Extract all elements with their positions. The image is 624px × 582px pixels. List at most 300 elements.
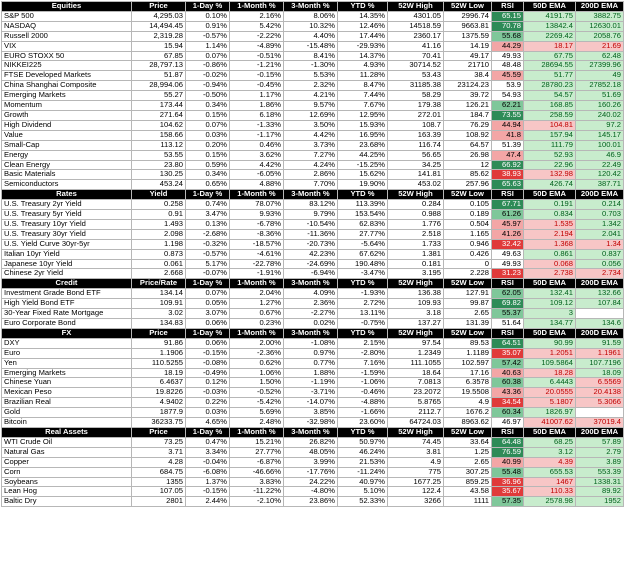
column-header-low52: 52W Low — [444, 427, 492, 437]
cell-day: -0.32% — [186, 239, 230, 249]
cell-rsi: 51.39 — [492, 140, 524, 150]
cell-high52: 108.7 — [388, 120, 444, 130]
cell-day: -0.03% — [186, 388, 230, 398]
cell-month1: -0.51% — [230, 51, 284, 61]
cell-name: NASDAQ — [2, 21, 132, 31]
cell-month1: 3.83% — [230, 477, 284, 487]
cell-high52: 116.74 — [388, 140, 444, 150]
cell-low52: 257.96 — [444, 180, 492, 190]
cell-ema200: 2.041 — [576, 229, 624, 239]
column-header-low52: 52W Low — [444, 279, 492, 289]
column-header-ytd: YTD % — [338, 427, 388, 437]
section-title: FX — [2, 328, 132, 338]
cell-high52: 272.01 — [388, 110, 444, 120]
column-header-ema200: 200D EMA — [576, 279, 624, 289]
column-header-month1: 1-Month % — [230, 328, 284, 338]
cell-ema200 — [576, 309, 624, 319]
cell-day: 4.65% — [186, 418, 230, 428]
cell-name: Baltic Dry — [2, 497, 132, 507]
column-header-ema50: 50D EMA — [524, 2, 576, 12]
cell-ema50: 90.99 — [524, 338, 576, 348]
table-row — [2, 467, 624, 477]
cell-ema50: 111.79 — [524, 140, 576, 150]
cell-ema50: 1.2051 — [524, 348, 576, 358]
table-row — [2, 91, 624, 101]
cell-month1: -1.21% — [230, 61, 284, 71]
cell-high52: 3.18 — [388, 309, 444, 319]
cell-ema200: 89.92 — [576, 487, 624, 497]
cell-high52: 3266 — [388, 497, 444, 507]
cell-month3: 8.06% — [284, 11, 338, 21]
cell-ytd: 11.28% — [338, 71, 388, 81]
cell-month1: 1.50% — [230, 378, 284, 388]
section-header-row — [2, 190, 624, 200]
cell-ytd: 40.97% — [338, 477, 388, 487]
table-row — [2, 477, 624, 487]
cell-high52: 0.284 — [388, 200, 444, 210]
cell-ytd: 4.93% — [338, 61, 388, 71]
cell-name: FTSE Developed Markets — [2, 71, 132, 81]
cell-ema200: 51.69 — [576, 91, 624, 101]
cell-ytd: 19.90% — [338, 180, 388, 190]
table-row — [2, 51, 624, 61]
column-header-rsi: RSI — [492, 2, 524, 12]
cell-low52: 76.29 — [444, 120, 492, 130]
column-header-price: Price/Rate — [132, 279, 186, 289]
cell-month1: -8.36% — [230, 229, 284, 239]
cell-day: 0.03% — [186, 130, 230, 140]
table-row — [2, 447, 624, 457]
cell-ytd: 7.16% — [338, 358, 388, 368]
column-header-day: 1-Day % — [186, 279, 230, 289]
section-header-row — [2, 328, 624, 338]
table-row — [2, 408, 624, 418]
cell-month1: 2.04% — [230, 289, 284, 299]
column-header-ema200: 200D EMA — [576, 328, 624, 338]
cell-low52: 1.1189 — [444, 348, 492, 358]
cell-ytd: 27.77% — [338, 229, 388, 239]
cell-low52: 1676.2 — [444, 408, 492, 418]
column-header-high52: 52W High — [388, 328, 444, 338]
cell-ytd: 67.62% — [338, 249, 388, 259]
cell-ema200: 91.59 — [576, 338, 624, 348]
cell-low52: 2.65 — [444, 457, 492, 467]
cell-price: 134.14 — [132, 289, 186, 299]
cell-month1: -22.78% — [230, 259, 284, 269]
cell-rsi: 65.15 — [492, 11, 524, 21]
cell-rsi: 76.59 — [492, 447, 524, 457]
cell-high52: 0.181 — [388, 259, 444, 269]
column-header-price: Price — [132, 2, 186, 12]
cell-rsi: 60.34 — [492, 408, 524, 418]
cell-day: 0.12% — [186, 378, 230, 388]
cell-rsi: 57.35 — [492, 497, 524, 507]
cell-day: 0.34% — [186, 170, 230, 180]
cell-name: Emerging Markets — [2, 91, 132, 101]
column-header-ytd: YTD % — [338, 190, 388, 200]
cell-month3: 0.77% — [284, 358, 338, 368]
table-row — [2, 140, 624, 150]
cell-low52: 2.65 — [444, 309, 492, 319]
cell-rsi: 35.67 — [492, 487, 524, 497]
cell-rsi: 57.42 — [492, 358, 524, 368]
table-row — [2, 61, 624, 71]
cell-month3: 3.99% — [284, 457, 338, 467]
cell-high52: 7.0813 — [388, 378, 444, 388]
section-title: Equities — [2, 2, 132, 12]
cell-month1: -6.05% — [230, 170, 284, 180]
cell-ema200: 160.26 — [576, 101, 624, 111]
cell-rsi: 69.82 — [492, 299, 524, 309]
cell-month3: 1.88% — [284, 368, 338, 378]
cell-month3: 4.42% — [284, 130, 338, 140]
cell-ytd: 2.15% — [338, 338, 388, 348]
column-header-price: Yield — [132, 190, 186, 200]
cell-day: -0.86% — [186, 61, 230, 71]
cell-ytd: 7.67% — [338, 101, 388, 111]
cell-high52: 111.1055 — [388, 358, 444, 368]
cell-month1: -0.15% — [230, 71, 284, 81]
cell-month3: 7.27% — [284, 150, 338, 160]
cell-day: 0.15% — [186, 150, 230, 160]
cell-month3: 2.32% — [284, 81, 338, 91]
cell-rsi: 45.59 — [492, 71, 524, 81]
cell-day: -0.04% — [186, 457, 230, 467]
cell-price: 4,295.03 — [132, 11, 186, 21]
cell-month1: -1.91% — [230, 269, 284, 279]
column-header-ema200: 200D EMA — [576, 190, 624, 200]
cell-ema200: 100.01 — [576, 140, 624, 150]
cell-price: 15.94 — [132, 41, 186, 51]
cell-ytd: 12.46% — [338, 21, 388, 31]
cell-day: 0.91% — [186, 21, 230, 31]
cell-rsi: 47.4 — [492, 150, 524, 160]
cell-ema50: 13842.4 — [524, 21, 576, 31]
cell-month1: -46.66% — [230, 467, 284, 477]
cell-name: VIX — [2, 41, 132, 51]
cell-month1: 1.27% — [230, 299, 284, 309]
cell-rsi: 66.92 — [492, 160, 524, 170]
cell-name: Value — [2, 130, 132, 140]
cell-low52: 0.105 — [444, 200, 492, 210]
section-header-row — [2, 279, 624, 289]
cell-month3: -1.08% — [284, 338, 338, 348]
cell-name: Copper — [2, 457, 132, 467]
cell-high52: 3.195 — [388, 269, 444, 279]
table-row — [2, 41, 624, 51]
cell-ytd: 62.83% — [338, 219, 388, 229]
cell-name: Momentum — [2, 101, 132, 111]
column-header-ytd: YTD % — [338, 279, 388, 289]
cell-price: 55.27 — [132, 91, 186, 101]
cell-high52: 53.43 — [388, 71, 444, 81]
cell-month1: -1.17% — [230, 130, 284, 140]
cell-day: 0.74% — [186, 200, 230, 210]
cell-low52: 12 — [444, 160, 492, 170]
cell-low52: 1.165 — [444, 229, 492, 239]
cell-ema50: 104.81 — [524, 120, 576, 130]
cell-ema200: 145.17 — [576, 130, 624, 140]
cell-price: 104.62 — [132, 120, 186, 130]
cell-ema200: 132.66 — [576, 289, 624, 299]
column-header-month3: 3-Month % — [284, 190, 338, 200]
cell-ema50: 2.194 — [524, 229, 576, 239]
cell-month1: -6.87% — [230, 457, 284, 467]
cell-rsi: 49.63 — [492, 249, 524, 259]
cell-ytd: -11.24% — [338, 467, 388, 477]
cell-price: 2801 — [132, 497, 186, 507]
table-row — [2, 200, 624, 210]
cell-ema50: 52.93 — [524, 150, 576, 160]
column-header-day: 1-Day % — [186, 427, 230, 437]
cell-price: 51.87 — [132, 71, 186, 81]
cell-month1: -2.22% — [230, 31, 284, 41]
cell-month3: 12.69% — [284, 110, 338, 120]
cell-ytd: 13.11% — [338, 309, 388, 319]
cell-high52: 58.29 — [388, 91, 444, 101]
cell-low52: 33.64 — [444, 437, 492, 447]
cell-price: 453.24 — [132, 180, 186, 190]
cell-ytd: -15.25% — [338, 160, 388, 170]
cell-name: Soybeans — [2, 477, 132, 487]
cell-month3: 2.36% — [284, 299, 338, 309]
cell-day: 0.10% — [186, 11, 230, 21]
cell-day: -0.15% — [186, 348, 230, 358]
cell-rsi: 41.8 — [492, 130, 524, 140]
cell-month3: 5.53% — [284, 71, 338, 81]
cell-rsi: 46.97 — [492, 418, 524, 428]
cell-high52: 23.2072 — [388, 388, 444, 398]
cell-ema200: 134.6 — [576, 319, 624, 329]
cell-day: 5.17% — [186, 259, 230, 269]
section-header-row — [2, 427, 624, 437]
cell-ema50: 1467 — [524, 477, 576, 487]
cell-rsi: 45.97 — [492, 219, 524, 229]
cell-price: 107.05 — [132, 487, 186, 497]
cell-price: 1877.9 — [132, 408, 186, 418]
cell-high52: 5.8765 — [388, 398, 444, 408]
cell-name: Russell 2000 — [2, 31, 132, 41]
cell-month3: -6.94% — [284, 269, 338, 279]
cell-month1: -11.22% — [230, 487, 284, 497]
cell-ytd: 7.44% — [338, 91, 388, 101]
cell-day: -0.07% — [186, 269, 230, 279]
cell-ema200: 1.1961 — [576, 348, 624, 358]
cell-day: 0.34% — [186, 101, 230, 111]
cell-price: 36233.75 — [132, 418, 186, 428]
cell-ema200: 2058.76 — [576, 31, 624, 41]
cell-month3: 4.40% — [284, 31, 338, 41]
cell-price: 2,319.28 — [132, 31, 186, 41]
cell-day: -0.08% — [186, 358, 230, 368]
cell-name: WTI Crude Oil — [2, 437, 132, 447]
cell-ytd: 8.47% — [338, 81, 388, 91]
cell-price: 1.1906 — [132, 348, 186, 358]
cell-ytd: 2.72% — [338, 299, 388, 309]
cell-low52: 1111 — [444, 497, 492, 507]
cell-ema200 — [576, 408, 624, 418]
cell-name: Gold — [2, 408, 132, 418]
cell-month3: 24.22% — [284, 477, 338, 487]
cell-day: 3.34% — [186, 447, 230, 457]
cell-rsi: 40.63 — [492, 368, 524, 378]
cell-price: 0.873 — [132, 249, 186, 259]
table-row — [2, 358, 624, 368]
cell-ema200: 0.056 — [576, 259, 624, 269]
cell-day: 0.07% — [186, 51, 230, 61]
cell-name: Mexican Peso — [2, 388, 132, 398]
cell-ytd: 44.25% — [338, 150, 388, 160]
cell-ema50: 0.861 — [524, 249, 576, 259]
cell-rsi: 54.93 — [492, 91, 524, 101]
table-row — [2, 101, 624, 111]
cell-month3: 26.82% — [284, 437, 338, 447]
cell-name: China Shanghai Composite — [2, 81, 132, 91]
section-title: Rates — [2, 190, 132, 200]
cell-month3: 4.24% — [284, 160, 338, 170]
cell-day: 3.07% — [186, 309, 230, 319]
cell-price: 4.9402 — [132, 398, 186, 408]
cell-day: 0.65% — [186, 180, 230, 190]
cell-day: 0.47% — [186, 437, 230, 447]
cell-low52: 1.25 — [444, 447, 492, 457]
cell-ema200: 0.837 — [576, 249, 624, 259]
cell-ema200: 21.69 — [576, 41, 624, 51]
cell-month3: 3.85% — [284, 408, 338, 418]
cell-ytd: 16.95% — [338, 130, 388, 140]
cell-low52: 9663.81 — [444, 21, 492, 31]
market-dashboard-table — [1, 1, 624, 507]
cell-ema50: 109.5864 — [524, 358, 576, 368]
table-row — [2, 398, 624, 408]
cell-month1: -0.52% — [230, 388, 284, 398]
cell-high52: 109.93 — [388, 299, 444, 309]
cell-ytd: -2.80% — [338, 348, 388, 358]
cell-month3: 10.32% — [284, 21, 338, 31]
cell-day: -0.57% — [186, 31, 230, 41]
cell-month3: -24.69% — [284, 259, 338, 269]
column-header-ema200: 200D EMA — [576, 2, 624, 12]
cell-rsi: 61.26 — [492, 210, 524, 220]
cell-ytd: -1.59% — [338, 368, 388, 378]
column-header-rsi: RSI — [492, 279, 524, 289]
cell-high52: 1.776 — [388, 219, 444, 229]
cell-price: 4.28 — [132, 457, 186, 467]
column-header-ytd: YTD % — [338, 328, 388, 338]
cell-ytd: 153.54% — [338, 210, 388, 220]
cell-rsi: 67.71 — [492, 200, 524, 210]
cell-month3: 4.21% — [284, 91, 338, 101]
table-row — [2, 368, 624, 378]
cell-ema200: 46.9 — [576, 150, 624, 160]
cell-high52: 453.02 — [388, 180, 444, 190]
column-header-ema50: 50D EMA — [524, 190, 576, 200]
cell-day: 0.59% — [186, 160, 230, 170]
cell-ytd: 23.68% — [338, 140, 388, 150]
column-header-month3: 3-Month % — [284, 427, 338, 437]
column-header-high52: 52W High — [388, 2, 444, 12]
cell-high52: 1.381 — [388, 249, 444, 259]
cell-month1: 0.23% — [230, 319, 284, 329]
cell-price: 173.44 — [132, 101, 186, 111]
cell-price: 0.91 — [132, 210, 186, 220]
cell-month1: -2.10% — [230, 497, 284, 507]
table-row — [2, 259, 624, 269]
cell-high52: 2360.17 — [388, 31, 444, 41]
cell-name: S&P 500 — [2, 11, 132, 21]
cell-price: 1.493 — [132, 219, 186, 229]
cell-high52: 14518.59 — [388, 21, 444, 31]
cell-rsi: 32.42 — [492, 239, 524, 249]
cell-ema200: 1952 — [576, 497, 624, 507]
table-row — [2, 239, 624, 249]
cell-low52: 0.189 — [444, 210, 492, 220]
cell-rsi: 62.05 — [492, 289, 524, 299]
table-row — [2, 219, 624, 229]
cell-ema50: 0.191 — [524, 200, 576, 210]
cell-month1: 0.46% — [230, 140, 284, 150]
cell-ema200: 27852.18 — [576, 81, 624, 91]
cell-day: 0.05% — [186, 299, 230, 309]
cell-day: -0.50% — [186, 91, 230, 101]
cell-name: Corn — [2, 467, 132, 477]
cell-name: Italian 10yr Yield — [2, 249, 132, 259]
column-header-month1: 1-Month % — [230, 2, 284, 12]
cell-ema200: 0.703 — [576, 210, 624, 220]
cell-low52: 102.597 — [444, 358, 492, 368]
cell-low52: 99.87 — [444, 299, 492, 309]
table-row — [2, 457, 624, 467]
cell-price: 67.85 — [132, 51, 186, 61]
cell-ema200: 22.49 — [576, 160, 624, 170]
cell-rsi: 64.51 — [492, 338, 524, 348]
cell-ema200: 120.42 — [576, 170, 624, 180]
cell-rsi: 51.64 — [492, 319, 524, 329]
cell-month1: 4.88% — [230, 180, 284, 190]
table-row — [2, 319, 624, 329]
cell-name: EURO STOXX 50 — [2, 51, 132, 61]
cell-rsi: 44.29 — [492, 41, 524, 51]
cell-month1: 4.42% — [230, 160, 284, 170]
cell-name: U.S. Treasury 30yr Yield — [2, 229, 132, 239]
cell-price: 130.25 — [132, 170, 186, 180]
cell-low52: 6.3578 — [444, 378, 492, 388]
cell-ema50: 2578.98 — [524, 497, 576, 507]
cell-rsi: 55.68 — [492, 31, 524, 41]
cell-low52: 43.58 — [444, 487, 492, 497]
cell-price: 18.19 — [132, 368, 186, 378]
cell-low52: 2.228 — [444, 269, 492, 279]
cell-ema200: 12630.01 — [576, 21, 624, 31]
cell-ema200: 0.214 — [576, 200, 624, 210]
cell-ema200: 2.79 — [576, 447, 624, 457]
cell-month3: 9.57% — [284, 101, 338, 111]
cell-rsi: 35.07 — [492, 348, 524, 358]
cell-ytd: 15.62% — [338, 170, 388, 180]
cell-month3: 48.05% — [284, 447, 338, 457]
cell-name: Clean Energy — [2, 160, 132, 170]
cell-low52: 0.504 — [444, 219, 492, 229]
cell-price: 6.4637 — [132, 378, 186, 388]
table-row — [2, 338, 624, 348]
cell-name: U.S. Treasury 10yr Yield — [2, 219, 132, 229]
column-header-ema50: 50D EMA — [524, 279, 576, 289]
cell-high52: 1.2349 — [388, 348, 444, 358]
cell-ema50: 132.98 — [524, 170, 576, 180]
cell-high52: 775 — [388, 467, 444, 477]
table-row — [2, 110, 624, 120]
cell-day: 0.13% — [186, 219, 230, 229]
